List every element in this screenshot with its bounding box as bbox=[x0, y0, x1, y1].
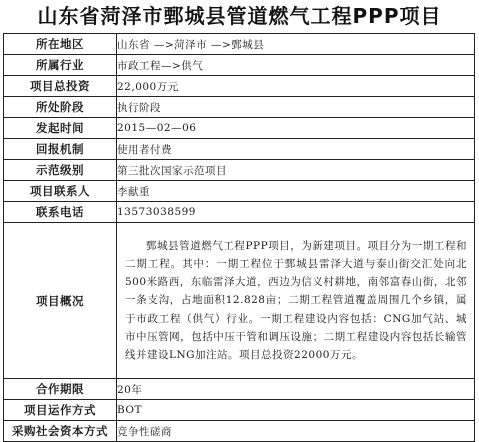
field-label: 合作期限 bbox=[4, 379, 117, 400]
field-value: 执行阶段 bbox=[117, 97, 475, 118]
field-value: 李献重 bbox=[117, 181, 475, 202]
field-value: 22,000万元 bbox=[117, 76, 475, 97]
field-label: 联系电话 bbox=[4, 202, 117, 223]
project-overview-text: 鄄城县管道燃气工程PPP项目，为新建项目。项目分为一期工程和二期工程。其中：一期工程位于鄄城县雷泽大道与泰山街交汇处向北500米路西，东临雷泽大道，西边为信义村耕地，南邻富春山街，北邻一条支沟，占地面积12.828亩；二期工程管道覆盖周围几个乡镇，属于市政工程（供气）行业。一期工程建设内容包括：CNG加气站、城市中压管网，包括中压干管和调压设施；二期工程建设内容包括长输管线并建设LNG加注站。项目总投资22000万元。 bbox=[125, 239, 467, 361]
field-value: 市政工程—>供气 bbox=[117, 55, 475, 76]
field-label: 项目总投资 bbox=[4, 76, 117, 97]
table-row bbox=[4, 139, 475, 160]
table-row bbox=[4, 160, 475, 181]
field-label: 所处阶段 bbox=[4, 97, 117, 118]
field-label: 示范级别 bbox=[4, 160, 117, 181]
table-row bbox=[4, 55, 475, 76]
field-label: 项目概况 bbox=[4, 223, 117, 379]
field-value: BOT bbox=[117, 400, 475, 421]
field-label: 发起时间 bbox=[4, 118, 117, 139]
field-value: 13573038599 bbox=[117, 202, 475, 223]
field-label: 所在地区 bbox=[4, 34, 117, 55]
field-value: 竞争性磋商 bbox=[117, 421, 475, 442]
table-row bbox=[4, 400, 475, 421]
field-value: 2015—02—06 bbox=[117, 118, 475, 139]
project-info-table bbox=[3, 33, 475, 442]
field-label: 采购社会资本方式 bbox=[4, 421, 117, 442]
table-row bbox=[4, 97, 475, 118]
document-title: 山东省菏泽市鄄城县管道燃气工程PPP项目 bbox=[37, 4, 442, 28]
field-label: 项目联系人 bbox=[4, 181, 117, 202]
field-label: 回报机制 bbox=[4, 139, 117, 160]
table-row bbox=[4, 379, 475, 400]
table-row bbox=[4, 202, 475, 223]
table-row bbox=[4, 76, 475, 97]
field-value: 使用者付费 bbox=[117, 139, 475, 160]
table-row bbox=[4, 118, 475, 139]
field-label: 所属行业 bbox=[4, 55, 117, 76]
field-label: 项目运作方式 bbox=[4, 400, 117, 421]
table-row bbox=[4, 181, 475, 202]
table-row bbox=[4, 223, 475, 379]
table-row bbox=[4, 34, 475, 55]
field-value: 第三批次国家示范项目 bbox=[117, 160, 475, 181]
field-value: 20年 bbox=[117, 379, 475, 400]
overview-cell bbox=[117, 223, 475, 379]
field-value: 山东省 —>菏泽市 —>鄄城县 bbox=[117, 34, 475, 55]
table-row bbox=[4, 421, 475, 442]
